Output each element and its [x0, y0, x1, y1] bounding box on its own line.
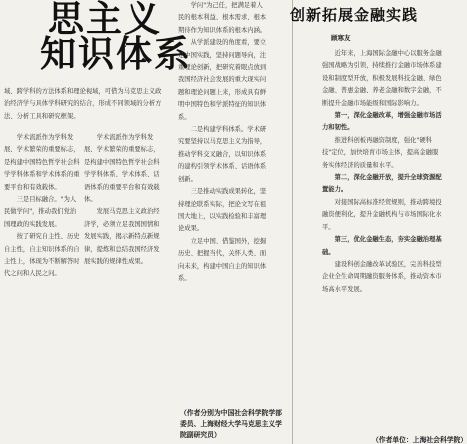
paragraph: 学问"为己任，把满足着人民的根本利益、根本需求、根本期待作为知识体系的根本内涵。: [178, 2, 267, 34]
left-article-column-1: [4, 132, 82, 444]
section-heading: 第三，优化金融生态，夯实金融治理基础。: [322, 236, 442, 256]
paragraph: 学术流派作为学科发展、学术繁荣的重要标志，是构建中国特色哲学社会科学学科体系、学术体系、话语体系的重要平台和有效载体。: [84, 134, 160, 204]
paragraph: 按了研究自主性、历史自主性，自主知识体系的自主性上，体现为不断解答时代之问和人民之问。: [4, 233, 80, 278]
paragraph: 发展马克思主义政治经济学，必须立足我国国情和发展实践，揭示新特点新规律，提炼和总结我国经济发展实践的规律性成果。: [84, 208, 160, 266]
paragraph: 从学派建设的角度看，要立足中国实践，坚持问题导向，注重理论创新，把研究着眼点放到我国经济社会发展的重大现实问题和理论问题上来，形成具有鲜明中国特色和学派特征的知识体系。: [178, 39, 267, 121]
right-article-author: 顾寒友: [331, 34, 351, 42]
paragraph: 对接国际高标准经贸规则，推动跨境投融资便利化，提升金融机构与市场国际化水平。: [322, 198, 442, 231]
left-article-intro: 域、跨学科的方法体系和理论视域，可借为马克思主义政治经济学与具体学科研究的结合，形成不同领域的分析方法、分析工具和研究框架。: [4, 88, 162, 120]
paragraph: 立足中国、借鉴国外，挖掘历史、把握当代，关怀人类、面向未来，构建中国自主的知识体系。: [178, 237, 267, 282]
paragraph: 三是推动实践成果转化，坚持理论联系实际，把论文写在祖国大地上，以实践检验和丰富理论成果。: [178, 188, 267, 233]
left-article-column-2: [84, 132, 164, 444]
paragraph: 推进科创板再融资制度，强化"硬科技"定位，加快培育市场主体，提高金融服务实体经济的质量和水平。: [322, 136, 439, 169]
section-heading: 第二，深化金融开放，提升全球资源配置能力。: [322, 174, 442, 194]
left-article-title-line1: 思主义: [48, 0, 163, 40]
middle-column: [178, 0, 268, 444]
paragraph: 三是目标融合。"为人民做学问"，推动我们党治国理政的实践发展。: [4, 196, 77, 228]
paragraph: 建设科创金融改革试验区，完善科技型企业全生命周期融资服务体系，推动资本市场高水平发展。: [322, 260, 442, 293]
right-article-body: [322, 48, 442, 444]
paragraph: 近年来，上海国际金融中心以服务金融强国战略为引领，持续推行金融市场体系建设和制度型开放，积极发展科技金融、绿色金融、普惠金融、养老金融和数字金融，不断提升金融市场能级和国际影响力。: [322, 50, 442, 107]
right-article-signature: （作者单位：上海社会科学院）: [372, 436, 467, 444]
paragraph: 学术流派作为学科发展、学术繁荣的重要标志，是构建中国特色哲学社会科学学科体系和学术体系的重要平台和有效载体。: [4, 134, 80, 191]
middle-author-note: （作者分别为中国社会科学院学部委员、上海财经大学马克思主义学院副研究员）: [180, 409, 282, 439]
paragraph: 二是构建学科体系。学术研究要坚持以马克思主义为指导，推动学科交叉融合，以知识体系的建构引领学术体系、话语体系创新。: [178, 126, 267, 183]
left-article-title-line2: 知识体系: [40, 33, 193, 75]
section-heading: 第一，深化金融改革，增强金融市场活力和韧性。: [322, 112, 442, 132]
right-article-title: 创新拓展金融实践: [290, 6, 419, 24]
column-divider: [292, 0, 293, 444]
